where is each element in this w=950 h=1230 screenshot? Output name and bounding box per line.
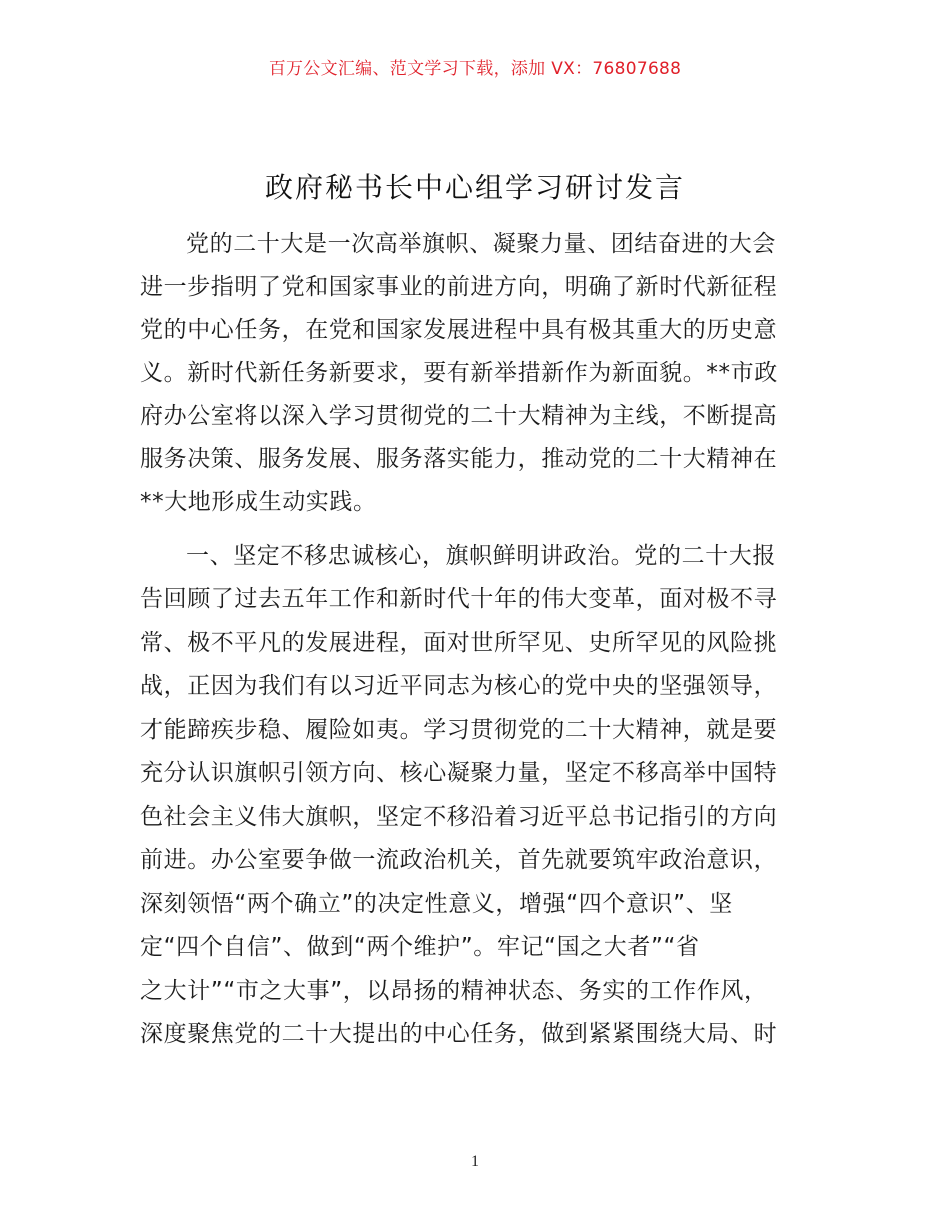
paragraph-line: 党的二十大是一次高举旗帜、凝聚力量、团结奋进的大会 [186, 231, 776, 257]
paragraph-line: 之大计”“市之大事”，以昂扬的精神状态、务实的工作作风， [140, 978, 768, 1004]
paragraph-line: 一、坚定不移忠诚核心，旗帜鲜明讲政治。党的二十大报 [186, 543, 776, 569]
paragraph-line: 色社会主义伟大旗帜，坚定不移沿着习近平总书记指引的方向 [140, 804, 778, 830]
paragraph-line: 深刻领悟“两个确立”的决定性意义，增强“四个意识”、坚 [140, 891, 733, 917]
paragraph-line: 义。新时代新任务新要求，要有新举措新作为新面貌。**市政 [140, 360, 778, 386]
paragraph-line: 战，正因为我们有以习近平同志为核心的党中央的坚强领导， [140, 673, 778, 699]
paragraph-line: **大地形成生动实践。 [140, 489, 377, 515]
paragraph-line: 服务决策、服务发展、服务落实能力，推动党的二十大精神在 [140, 446, 778, 472]
page-number: 1 [471, 1153, 479, 1170]
paragraph-line: 才能蹄疾步稳、履险如夷。学习贯彻党的二十大精神，就是要 [140, 717, 778, 743]
paragraph-line: 定“四个自信”、做到“两个维护”。牢记“国之大者”“省 [140, 934, 700, 960]
paragraph-line: 进一步指明了党和国家事业的前进方向，明确了新时代新征程 [140, 274, 778, 300]
watermark-text: 百万公文汇编、范文学习下载，添加 VX：76807688 [268, 59, 682, 79]
paragraph-line: 常、极不平凡的发展进程，面对世所罕见、史所罕见的风险挑 [140, 630, 778, 656]
paragraph-line: 党的中心任务，在党和国家发展进程中具有极其重大的历史意 [140, 317, 778, 343]
document-title: 政府秘书长中心组学习研讨发言 [264, 171, 685, 204]
paragraph-line: 前进。办公室要争做一流政治机关，首先就要筑牢政治意识， [140, 847, 778, 873]
watermark-banner [0, 56, 950, 82]
paragraph-line: 深度聚焦党的二十大提出的中心任务，做到紧紧围绕大局、时 [140, 1021, 778, 1047]
paragraph-line: 府办公室将以深入学习贯彻党的二十大精神为主线，不断提高 [140, 403, 778, 429]
paragraph-line: 充分认识旗帜引领方向、核心凝聚力量，坚定不移高举中国特 [140, 760, 778, 786]
paragraph-line: 告回顾了过去五年工作和新时代十年的伟大变革，面对极不寻 [140, 586, 778, 612]
